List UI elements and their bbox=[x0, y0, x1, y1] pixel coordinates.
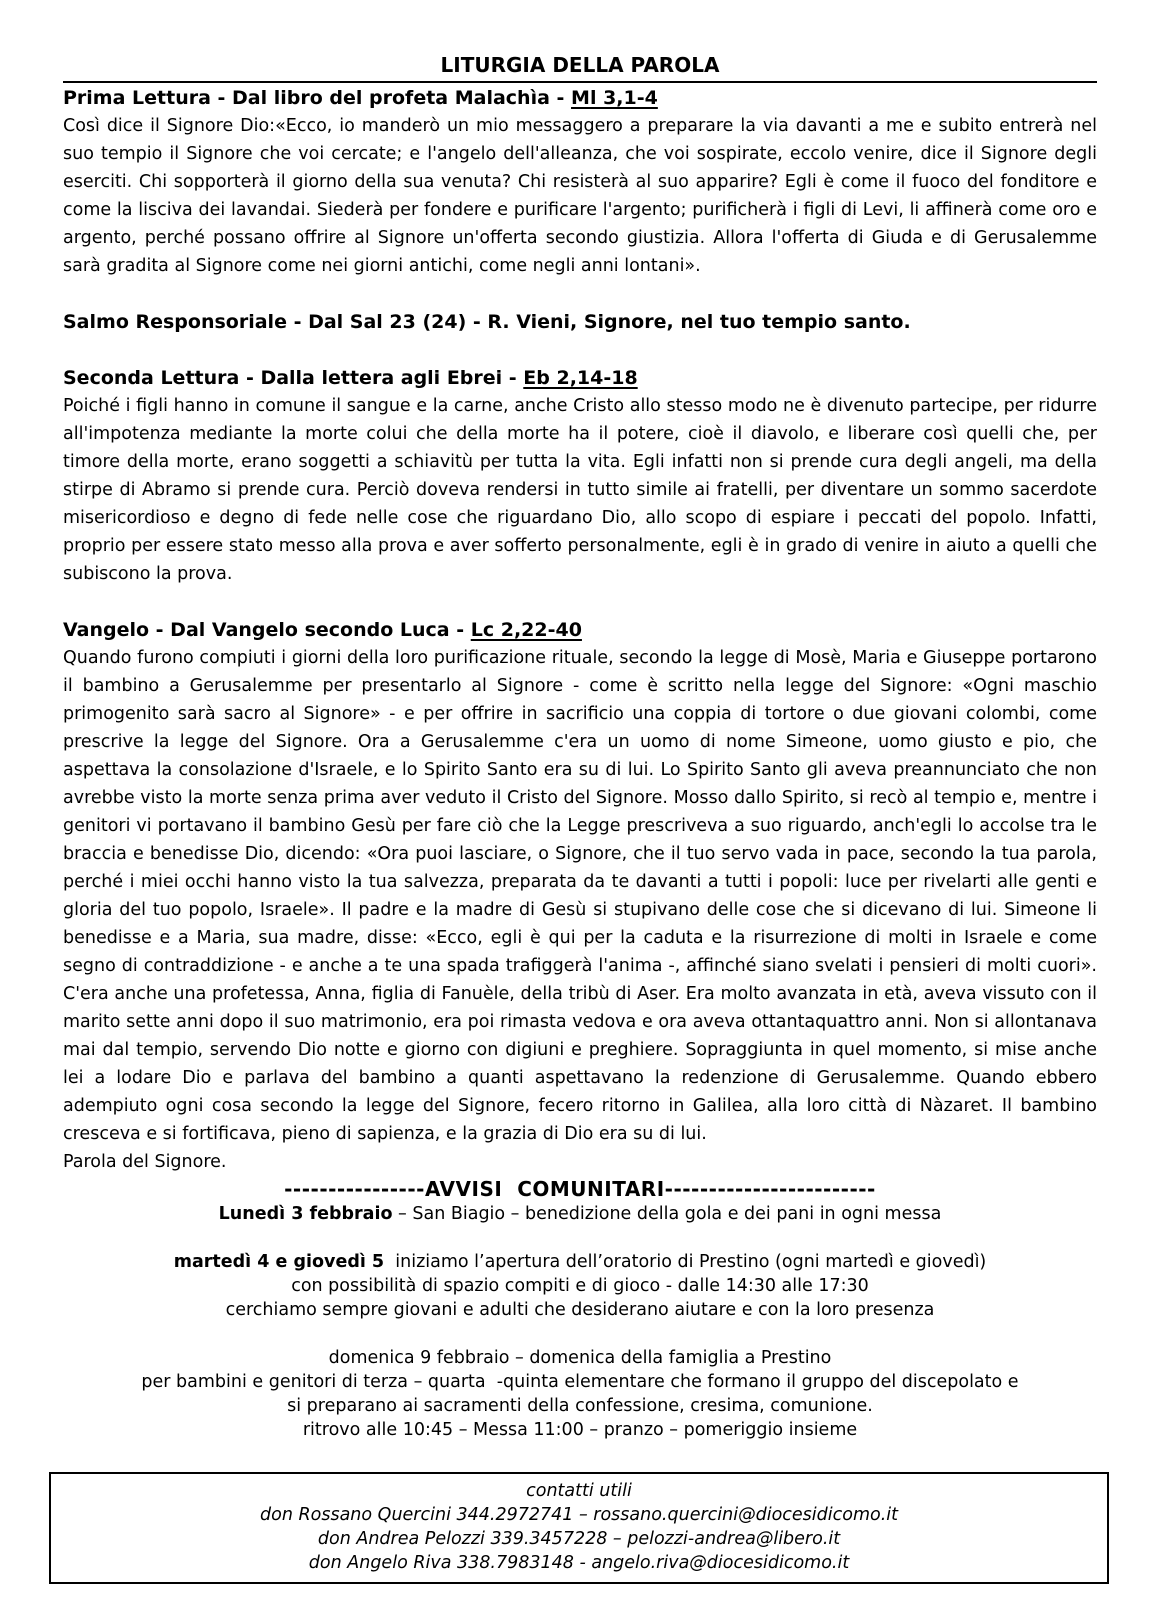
reading-reference-ml: Ml 3,1-4 bbox=[571, 87, 658, 109]
spacer bbox=[63, 1226, 1097, 1250]
heading-seconda-lettura bbox=[63, 364, 1097, 392]
announcement-martedi bbox=[63, 1250, 1097, 1274]
avvisi-comunitari-heading: ----------------AVVISI COMUNITARI------------------------ bbox=[284, 1177, 876, 1201]
document-content bbox=[63, 52, 1097, 1584]
heading-prima-lettura bbox=[63, 84, 1097, 112]
announcement-martedi-text: iniziamo l’apertura dell’oratorio di Prestino (ogni martedì e giovedì) bbox=[384, 1252, 987, 1272]
page-title: LITURGIA DELLA PAROLA bbox=[440, 53, 720, 77]
heading-salmo-responsoriale: Salmo Responsoriale - Dal Sal 23 (24) - R. Vieni, Signore, nel tuo tempio santo. bbox=[63, 311, 911, 333]
contact-angelo-riva: don Angelo Riva 338.7983148 - angelo.riva@diocesidicomo.it bbox=[308, 1553, 850, 1573]
contact-andrea-pelozzi: don Andrea Pelozzi 339.3457228 – pelozzi-andrea@libero.it bbox=[317, 1529, 841, 1549]
announcement-domenica-line3: si preparano ai sacramenti della confessione, cresima, comunione. bbox=[287, 1396, 873, 1416]
announcement-martedi-line2: con possibilità di spazio compiti e di gioco - dalle 14:30 alle 17:30 bbox=[291, 1276, 869, 1296]
announcement-martedi-line3: cerchiamo sempre giovani e adulti che desiderano aiutare e con la loro presenza bbox=[225, 1300, 935, 1320]
heading-vangelo-label: Vangelo - Dal Vangelo secondo Luca - bbox=[63, 619, 471, 641]
announcement-martedi-date: martedì 4 e giovedì 5 bbox=[173, 1252, 385, 1272]
title-divider bbox=[63, 81, 1097, 83]
heading-prima-lettura-label: Prima Lettura - Dal libro del profeta Malachìa - bbox=[63, 87, 572, 109]
reading-reference-lc: Lc 2,22-40 bbox=[470, 619, 582, 641]
announcement-domenica-line1: domenica 9 febbraio – domenica della famiglia a Prestino bbox=[328, 1348, 832, 1368]
contacts-box bbox=[49, 1472, 1109, 1584]
vangelo-closing: Parola del Signore. bbox=[63, 1152, 227, 1172]
paragraph-seconda-lettura: Poiché i figli hanno in comune il sangue e la carne, anche Cristo allo stesso modo ne è divenuto partecipe, per ridurre all'impotenza mediante la morte colui che della morte ha il potere, cioè il diavolo, e liberare così quelli che, per timore della morte, erano soggetti a schiavitù per tutta la vita. Egli infatti non si prende cura degli angeli, ma della stirpe di Abramo si prende cura. Perciò doveva rendersi in tutto simile ai fratelli, per diventare un sommo sacerdote misericordioso e degno di fede nelle cose che riguardano Dio, allo scopo di espiare i peccati del popolo. Infatti, proprio per essere stato messo alla prova e aver sofferto personalmente, egli è in grado di venire in aiuto a quelli che subiscono la prova. bbox=[63, 396, 1097, 584]
reading-reference-eb: Eb 2,14-18 bbox=[523, 367, 638, 389]
announcement-lunedi bbox=[63, 1202, 1097, 1226]
announcement-lunedi-text: – San Biagio – benedizione della gola e dei pani in ogni messa bbox=[392, 1204, 942, 1224]
announcement-domenica-line4: ritrovo alle 10:45 – Messa 11:00 – pranzo – pomeriggio insieme bbox=[302, 1420, 858, 1440]
announcement-domenica-line2: per bambini e genitori di terza – quarta -quinta elementare che formano il gruppo del discepolato e bbox=[141, 1372, 1019, 1392]
paragraph-vangelo: Quando furono compiuti i giorni della loro purificazione rituale, secondo la legge di Mosè, Maria e Giuseppe portarono il bambino a Gerusalemme per presentarlo al Signore - come è scritto nella legge del Signore: «Ogni maschio primogenito sarà sacro al Signore» - e per offrire in sacrificio una coppia di tortore o due giovani colombi, come prescrive la legge del Signore. Ora a Gerusalemme c'era un uomo di nome Simeone, uomo giusto e pio, che aspettava la consolazione d'Israele, e lo Spirito Santo era su di lui. Lo Spirito Santo gli aveva preannunciato che non avrebbe visto la morte senza prima aver veduto il Cristo del Signore. Mosso dallo Spirito, si recò al tempio e, mentre i genitori vi portavano il bambino Gesù per fare ciò che la Legge prescriveva a suo riguardo, anch'egli lo accolse tra le braccia e benedisse Dio, dicendo: «Ora puoi lasciare, o Signore, che il tuo servo vada in pace, secondo la tua parola, perché i miei occhi hanno visto la tua salvezza, preparata da te davanti a tutti i popoli: luce per rivelarti alle genti e gloria del tuo popolo, Israele». Il padre e la madre di Gesù si stupivano delle cose che si dicevano di lui. Simeone li benedisse e a Maria, sua madre, disse: «Ecco, egli è qui per la caduta e la risurrezione di molti in Israele e come segno di contraddizione - e anche a te una spada trafiggerà l'anima -, affinché siano svelati i pensieri di molti cuori». C'era anche una profetessa, Anna, figlia di Fanuèle, della tribù di Aser. Era molto avanzata in età, aveva vissuto con il marito sette anni dopo il suo matrimonio, era poi rimasta vedova e ora aveva ottantaquattro anni. Non si allontanava mai dal tempio, servendo Dio notte e giorno con digiuni e preghiere. Sopraggiunta in quel momento, si mise anche lei a lodare Dio e parlava del bambino a quanti aspettavano la redenzione di Gerusalemme. Quando ebbero adempiuto ogni cosa secondo la legge del Signore, fecero ritorno in Galilea, alla loro città di Nàzaret. Il bambino cresceva e si fortificava, pieno di sapienza, e la grazia di Dio era su di lui. bbox=[63, 648, 1097, 1144]
contact-rossano-quercini: don Rossano Quercini 344.2972741 – rossano.quercini@diocesidicomo.it bbox=[260, 1505, 898, 1525]
spacer bbox=[63, 1322, 1097, 1346]
contacts-title: contatti utili bbox=[526, 1481, 632, 1501]
announcement-lunedi-date: Lunedì 3 febbraio bbox=[218, 1204, 393, 1224]
heading-seconda-lettura-label: Seconda Lettura - Dalla lettera agli Ebrei - bbox=[63, 367, 524, 389]
heading-vangelo bbox=[63, 616, 1097, 644]
paragraph-prima-lettura: Così dice il Signore Dio:«Ecco, io manderò un mio messaggero a preparare la via davanti a me e subito entrerà nel suo tempio il Signore che voi cercate; e l'angelo dell'alleanza, che voi sospirate, eccolo venire, dice il Signore degli eserciti. Chi sopporterà il giorno della sua venuta? Chi resisterà al suo apparire? Egli è come il fuoco del fonditore e come la lisciva dei lavandai. Siederà per fondere e purificare l'argento; purificherà i figli di Levi, li affinerà come oro e argento, perché possano offrire al Signore un'offerta secondo giustizia. Allora l'offerta di Giuda e di Gerusalemme sarà gradita al Signore come nei giorni antichi, come negli anni lontani». bbox=[63, 116, 1097, 276]
